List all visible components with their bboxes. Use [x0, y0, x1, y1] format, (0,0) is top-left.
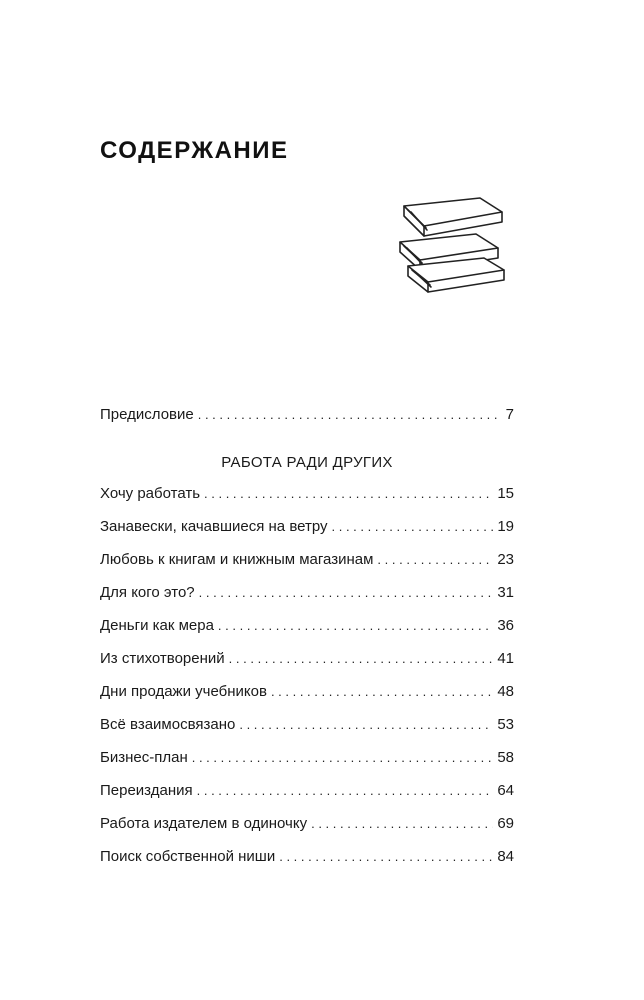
toc-entry-title: Поиск собственной ниши — [100, 848, 276, 865]
dot-leader — [199, 583, 494, 603]
toc-entry[interactable] — [100, 781, 514, 801]
dot-leader — [229, 649, 494, 669]
toc-page-number: 19 — [497, 518, 514, 535]
toc-page-number: 69 — [497, 815, 514, 832]
toc-entry-title: Из стихотворений — [100, 650, 225, 667]
toc-entry-title: Деньги как мера — [100, 617, 214, 634]
dot-leader — [197, 781, 494, 801]
toc-entry-title: Дни продажи учебников — [100, 683, 267, 700]
dot-leader — [311, 814, 493, 834]
toc-page-number: 41 — [497, 650, 514, 667]
dot-leader — [218, 616, 493, 636]
toc-page-number: 64 — [497, 782, 514, 799]
dot-leader — [239, 715, 493, 735]
toc-page-number: 53 — [497, 716, 514, 733]
dot-leader — [198, 405, 502, 425]
toc-entry-title: Всё взаимосвязано — [100, 716, 236, 733]
toc-page-number: 7 — [505, 406, 514, 423]
dot-leader — [377, 550, 493, 570]
toc-entry[interactable] — [100, 715, 514, 735]
toc-entry-title: Занавески, качавшиеся на ветру — [100, 518, 328, 535]
toc-page-number: 36 — [497, 617, 514, 634]
toc-page-number: 84 — [497, 848, 514, 865]
section-heading: РАБОТА РАДИ ДРУГИХ — [221, 454, 393, 471]
toc-entry-title: Для кого это? — [100, 584, 195, 601]
toc-entry[interactable] — [100, 616, 514, 636]
dot-leader — [332, 517, 494, 537]
toc-entry-title: Работа издателем в одиночку — [100, 815, 308, 832]
toc-entry[interactable] — [100, 517, 514, 537]
toc-page-number: 15 — [497, 485, 514, 502]
toc-entry[interactable] — [100, 682, 514, 702]
toc-entry[interactable] — [100, 814, 514, 834]
toc-entry[interactable] — [100, 748, 514, 768]
toc-entry[interactable] — [100, 550, 514, 570]
toc-page-number: 31 — [497, 584, 514, 601]
toc-entry-title: Бизнес-план — [100, 749, 188, 766]
toc-page-number: 48 — [497, 683, 514, 700]
toc-page-number: 58 — [497, 749, 514, 766]
dot-leader — [279, 847, 493, 867]
toc-entry-title: Предисловие — [100, 406, 194, 423]
page-title: СОДЕРЖАНИЕ — [100, 137, 289, 164]
stack-of-books-icon — [382, 188, 514, 304]
dot-leader — [271, 682, 493, 702]
toc-entry[interactable] — [100, 583, 514, 603]
toc-entry[interactable] — [100, 847, 514, 867]
toc-entry-title: Хочу работать — [100, 485, 201, 502]
toc-entry-title: Любовь к книгам и книжным магазинам — [100, 551, 374, 568]
toc-entry[interactable] — [100, 484, 514, 504]
dot-leader — [204, 484, 493, 504]
toc-entry-title: Переиздания — [100, 782, 193, 799]
toc-entry-preface[interactable] — [100, 405, 514, 425]
toc-entry[interactable] — [100, 649, 514, 669]
toc-page-number: 23 — [497, 551, 514, 568]
dot-leader — [192, 748, 494, 768]
